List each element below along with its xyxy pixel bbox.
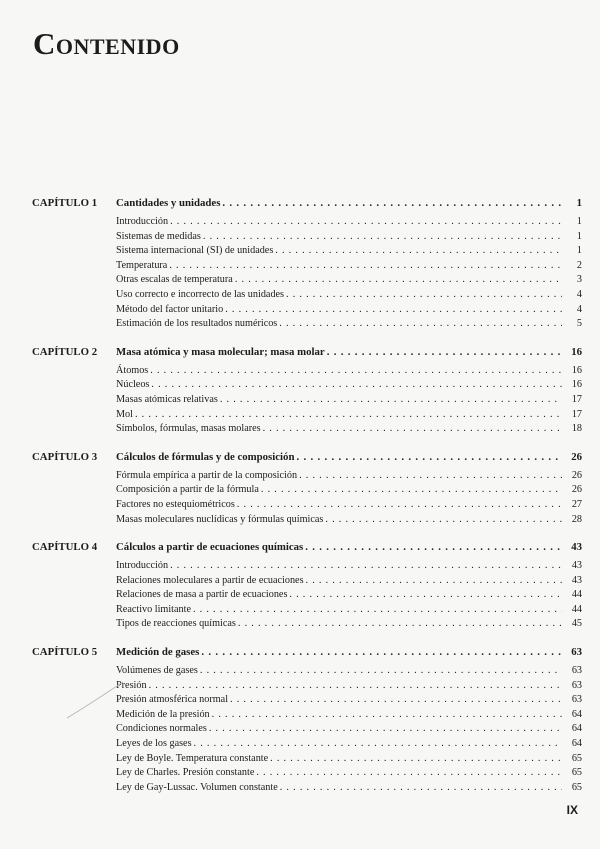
entry-page: 43 — [571, 574, 582, 586]
entry-title: Introducción — [116, 560, 169, 572]
toc-entry — [32, 617, 582, 632]
toc-entry — [32, 752, 582, 767]
entry-title: Uso correcto e incorrecto de las unidades — [116, 288, 285, 300]
toc-entry — [32, 574, 582, 589]
dot-leader — [296, 450, 562, 465]
chapter-label: CAPÍTULO 2 — [32, 345, 98, 358]
toc-entry — [32, 378, 582, 393]
entry-title: Mol — [116, 408, 133, 420]
dot-leader — [325, 513, 562, 528]
dot-leader — [237, 498, 562, 513]
toc-entry — [32, 588, 582, 603]
dot-leader — [225, 303, 562, 318]
entry-page: 63 — [571, 694, 582, 706]
dot-leader — [270, 752, 562, 767]
chapter-block — [32, 450, 582, 527]
toc-entry — [32, 603, 582, 618]
dot-leader — [201, 645, 562, 660]
dot-leader — [149, 679, 562, 694]
chapter-heading — [32, 540, 582, 555]
dot-leader — [256, 766, 562, 781]
dot-leader — [212, 708, 562, 723]
chapter-heading — [32, 645, 582, 660]
toc-entry — [32, 244, 582, 259]
entry-title: Fórmula empírica a partir de la composición — [116, 469, 298, 481]
toc-entry — [32, 288, 582, 303]
entry-title: Ley de Boyle. Temperatura constante — [116, 752, 269, 764]
entry-page: 1 — [576, 216, 582, 227]
toc-entry — [32, 215, 582, 230]
entry-page: 1 — [576, 245, 582, 257]
dot-leader — [299, 469, 562, 484]
toc-entry — [32, 766, 582, 781]
pencil-mark — [65, 680, 125, 720]
dot-leader — [238, 617, 562, 632]
entry-page: 45 — [571, 618, 582, 630]
entry-title: Factores no estequiométricos — [116, 498, 235, 510]
chapter-page: 26 — [571, 450, 582, 463]
entry-title: Temperatura — [116, 259, 168, 271]
chapter-title: Masa atómica y masa molecular; masa molar — [116, 345, 325, 358]
entry-page: 27 — [571, 498, 582, 510]
entry-title: Volúmenes de gases — [116, 665, 198, 677]
entry-page: 64 — [571, 738, 582, 750]
dot-leader — [306, 574, 562, 589]
entry-page: 4 — [576, 288, 582, 300]
dot-leader — [135, 408, 562, 423]
chapter-label: CAPÍTULO 4 — [32, 541, 98, 554]
entry-title: Núcleos — [116, 379, 150, 391]
entry-page: 26 — [571, 484, 582, 496]
entry-page: 28 — [571, 513, 582, 525]
entry-page: 5 — [576, 318, 582, 330]
toc-entry — [32, 303, 582, 318]
dot-leader — [279, 317, 562, 332]
entry-title: Símbolos, fórmulas, masas molares — [116, 423, 261, 435]
dot-leader — [151, 378, 562, 393]
dot-leader — [209, 722, 562, 737]
entry-title: Leyes de los gases — [116, 738, 192, 750]
dot-leader — [200, 664, 562, 679]
chapter-heading — [32, 196, 582, 211]
toc-entry — [32, 259, 582, 274]
chapter-block — [32, 645, 582, 795]
dot-leader — [193, 603, 562, 618]
toc-entry — [32, 664, 582, 679]
entry-page: 64 — [571, 708, 582, 720]
dot-leader — [280, 781, 562, 796]
chapter-page: 43 — [571, 541, 582, 554]
chapter-heading — [32, 345, 582, 360]
entry-title: Átomos — [116, 364, 149, 376]
entry-title: Sistema internacional (SI) de unidades — [116, 245, 274, 257]
page-number: IX — [566, 803, 578, 817]
entry-title: Ley de Charles. Presión constante — [116, 767, 255, 779]
entry-title: Método del factor unitario — [116, 303, 224, 315]
chapter-label: CAPÍTULO 1 — [32, 197, 98, 209]
entry-title: Ley de Gay-Lussac. Volumen constante — [116, 781, 278, 793]
entry-title: Masas atómicas relativas — [116, 393, 218, 405]
toc-entry — [32, 498, 582, 513]
entry-page: 17 — [571, 393, 582, 405]
entry-page: 2 — [576, 259, 582, 271]
entry-title: Introducción — [116, 216, 169, 227]
toc-entry — [32, 722, 582, 737]
toc-entry — [32, 483, 582, 498]
dot-leader — [235, 273, 562, 288]
chapter-title: Cálculos de fórmulas y de composición — [116, 450, 295, 463]
entry-title: Relaciones de masa a partir de ecuaciones — [116, 589, 288, 601]
toc-entry — [32, 559, 582, 574]
toc-entry — [32, 513, 582, 528]
dot-leader — [170, 215, 562, 230]
entry-page: 63 — [571, 665, 582, 677]
entry-title: Masas moleculares nuclídicas y fórmulas químicas — [116, 513, 324, 525]
entry-title: Estimación de los resultados numéricos — [116, 318, 278, 330]
dot-leader — [261, 483, 562, 498]
chapter-page: 16 — [571, 345, 582, 358]
entry-title: Sistemas de medidas — [116, 230, 201, 242]
toc-entry — [32, 469, 582, 484]
chapter-label: CAPÍTULO 5 — [32, 646, 98, 659]
chapter-block — [32, 196, 582, 332]
entry-page: 3 — [576, 274, 582, 286]
chapter-heading — [32, 450, 582, 465]
entry-page: 18 — [571, 423, 582, 435]
toc-entry — [32, 781, 582, 796]
toc-entry — [32, 393, 582, 408]
entry-page: 16 — [571, 379, 582, 391]
entry-title: Presión atmosférica normal — [116, 694, 229, 706]
chapter-title: Cálculos a partir de ecuaciones químicas — [116, 541, 304, 554]
entry-title: Composición a partir de la fórmula — [116, 484, 259, 496]
entry-page: 4 — [576, 303, 582, 315]
chapter-block — [32, 540, 582, 632]
entry-page: 16 — [571, 364, 582, 376]
page-title: Contenido — [33, 26, 180, 61]
dot-leader — [169, 259, 562, 274]
entry-page: 44 — [571, 589, 582, 601]
entry-title: Reactivo limitante — [116, 603, 191, 615]
dot-leader — [220, 393, 562, 408]
dot-leader — [305, 540, 562, 555]
toc-entry — [32, 737, 582, 752]
toc-entry — [32, 364, 582, 379]
chapter-page: 63 — [571, 646, 582, 659]
entry-page: 17 — [571, 408, 582, 420]
chapter-block — [32, 345, 582, 437]
dot-leader — [222, 196, 562, 211]
entry-title: Tipos de reacciones químicas — [116, 618, 236, 630]
chapter-title: Medición de gases — [116, 646, 200, 659]
entry-title: Otras escalas de temperatura — [116, 274, 233, 286]
dot-leader — [263, 422, 562, 437]
dot-leader — [203, 230, 562, 245]
toc-entry — [32, 422, 582, 437]
dot-leader — [286, 288, 562, 303]
toc-entry — [32, 273, 582, 288]
dot-leader — [275, 244, 562, 259]
chapter-title: Cantidades y unidades — [116, 197, 221, 209]
dot-leader — [230, 693, 562, 708]
entry-page: 1 — [576, 230, 582, 242]
entry-page: 26 — [571, 469, 582, 481]
dot-leader — [327, 345, 562, 360]
chapter-page: 1 — [576, 197, 582, 209]
entry-page: 43 — [571, 560, 582, 572]
dot-leader — [289, 588, 562, 603]
toc-entry — [32, 230, 582, 245]
dot-leader — [194, 737, 562, 752]
entry-page: 65 — [571, 781, 582, 793]
dot-leader — [150, 364, 562, 379]
entry-page: 65 — [571, 752, 582, 764]
entry-title: Relaciones moleculares a partir de ecuaciones — [116, 574, 304, 586]
chapter-label: CAPÍTULO 3 — [32, 450, 98, 463]
entry-title: Presión — [116, 679, 147, 691]
entry-title: Condiciones normales — [116, 723, 207, 735]
entry-page: 64 — [571, 723, 582, 735]
entry-page: 65 — [571, 767, 582, 779]
toc-entry — [32, 408, 582, 423]
entry-page: 44 — [571, 603, 582, 615]
entry-title: Medición de la presión — [116, 708, 210, 720]
entry-page: 63 — [571, 679, 582, 691]
dot-leader — [170, 559, 562, 574]
toc-entry — [32, 317, 582, 332]
